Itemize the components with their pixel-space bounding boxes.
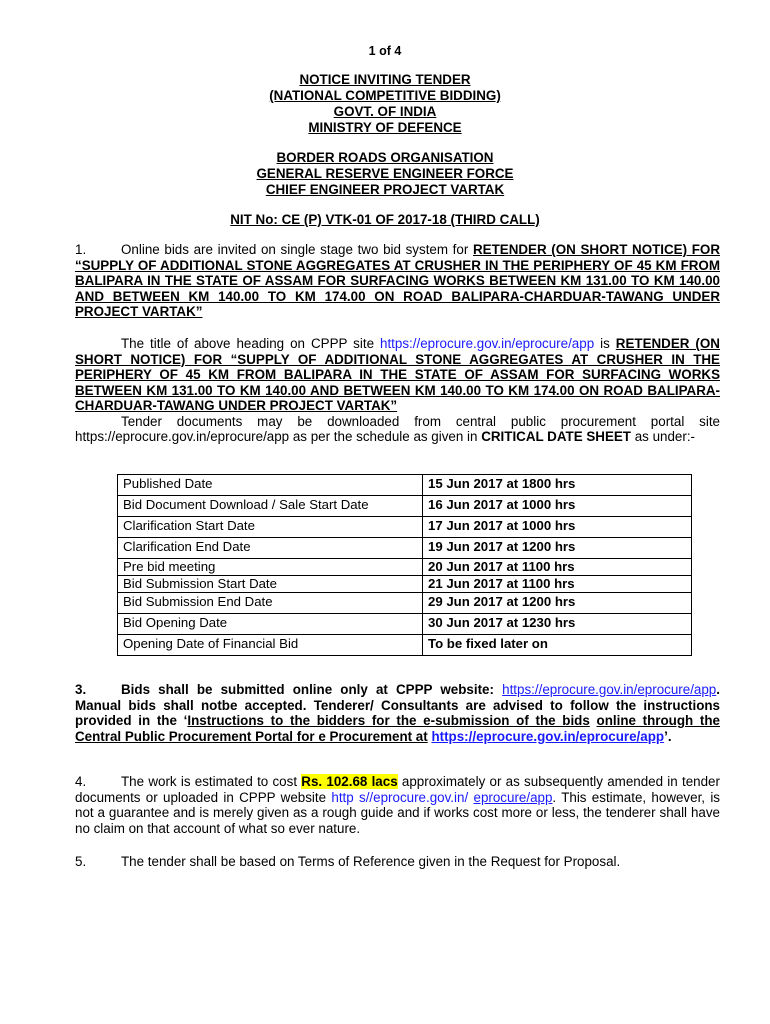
date-label: Bid Document Download / Sale Start Date [118,496,423,517]
date-value: 17 Jun 2017 at 1000 hrs [423,517,692,538]
table-row [118,614,692,635]
procurement-link[interactable]: https://eprocure.gov.in/eprocure/app [431,728,665,744]
cppp-link[interactable]: https://eprocure.gov.in/eprocure/app [380,336,595,351]
header-line-3: GOVT. OF INDIA [333,104,437,119]
para-1-intro: Online bids are invited on single stage two bid system for [121,242,469,257]
para-4-text-1: The work is estimated to cost [121,774,298,789]
critical-date-table [117,474,692,656]
date-value: 19 Jun 2017 at 1200 hrs [423,538,692,559]
para-2-intro: The title of above heading on CPPP site [121,336,375,351]
paragraph-3 [75,682,720,744]
para-2-tail: as under:- [634,429,696,444]
table-row [118,576,692,593]
date-label: Clarification End Date [118,538,423,559]
header-line-4: MINISTRY OF DEFENCE [308,120,462,135]
date-value: 29 Jun 2017 at 1200 hrs [423,593,692,614]
para-4-text-3: . This estimate, however, is not a guarantee and is merely given as a rough guide and if works cost more or less, the tenderer shall have no claim on that account of what so ever nature. [75,789,720,836]
table-row [118,635,692,656]
date-value: 15 Jun 2017 at 1800 hrs [423,475,692,496]
critical-date-sheet: CRITICAL DATE SHEET [481,429,631,444]
header-line-1: NOTICE INVITING TENDER [299,72,471,87]
date-label: Opening Date of Financial Bid [118,635,423,656]
para-3-text-1: Bids shall be submitted online only at CPPP website: [121,682,494,697]
table-row [118,475,692,496]
organisation-header [0,150,770,198]
website-link-b[interactable]: eprocure/app [473,789,553,805]
date-value: 30 Jun 2017 at 1230 hrs [423,614,692,635]
para-3-number: 3. [75,682,87,697]
org-line-1: BORDER ROADS ORGANISATION [276,150,494,165]
org-line-3: CHIEF ENGINEER PROJECT VARTAK [265,182,505,197]
para-2-download-text: Tender documents may be downloaded from central public procurement portal site https://eprocure.gov.in/eprocure/app as per the schedule as given in [75,413,720,444]
para-2-is: is [600,336,610,351]
date-value: To be fixed later on [423,635,692,656]
date-label: Bid Submission End Date [118,593,423,614]
notice-header [0,72,770,136]
date-label: Published Date [118,475,423,496]
para-3-text-2: . Manual bids shall notbe accepted. Tenderer/ Consultants are advised to follow the instructions provided in the ‘ [75,682,720,728]
paragraph-1 [75,242,720,320]
estimated-cost: Rs. 102.68 lacs [301,774,398,789]
para-4-number: 4. [75,774,87,789]
para-2-title: RETENDER (ON SHORT NOTICE) FOR “SUPPLY OF ADDITIONAL STONE AGGREGATES AT CRUSHER IN THE PERIPHERY OF 45 KM FROM BALIPARA IN THE STATE OF ASSAM FOR SURFACING WORKS BETWEEN KM 131.00 TO KM 140.00 AND BETWEEN KM 140.00 TO KM 174.00 ON ROAD BALIPARA-CHARDUAR-TAWANG UNDER PROJECT VARTAK” [75,336,720,413]
table-row [118,496,692,517]
date-value: 16 Jun 2017 at 1000 hrs [423,496,692,517]
date-label: Clarification Start Date [118,517,423,538]
table-row [118,593,692,614]
para-5-number: 5. [75,854,87,869]
date-value: 20 Jun 2017 at 1100 hrs [423,559,692,576]
para-1-number: 1. [75,242,87,257]
website-link-a[interactable]: http s//eprocure.gov.in/ [331,789,469,805]
para-1-work-title: RETENDER (ON SHORT NOTICE) FOR “SUPPLY OF ADDITIONAL STONE AGGREGATES AT CRUSHER IN THE PERIPHERY OF 45 KM FROM BALIPARA IN THE STATE OF ASSAM FOR SURFACING WORKS BETWEEN KM 131.00 TO KM 140.00 AND BETWEEN KM 140.00 TO KM 174.00 ON ROAD BALIPARA-CHARDUAR-TAWANG UNDER PROJECT VARTAK” [75,242,720,319]
paragraph-5 [75,854,720,870]
table-row [118,559,692,576]
nit-number: NIT No: CE (P) VTK-01 OF 2017-18 (THIRD CALL) [230,212,540,227]
instructions-title: Instructions to the bidders for the e-submission of the bids [187,713,590,728]
para-3-text-3: online through the Central Public Procurement Portal for e Procurement at [75,713,720,744]
website-link[interactable]: https://eprocure.gov.in/eprocure/app [502,682,717,697]
date-value: 21 Jun 2017 at 1100 hrs [423,576,692,593]
header-line-2: (NATIONAL COMPETITIVE BIDDING) [269,88,501,103]
org-line-2: GENERAL RESERVE ENGINEER FORCE [256,166,514,181]
para-4-text-2: approximately or as subsequently amended in tender documents or uploaded in CPPP website [75,774,720,805]
date-label: Bid Opening Date [118,614,423,635]
table-row [118,517,692,538]
paragraph-4 [75,774,720,836]
paragraph-2 [75,336,720,445]
para-5-text: The tender shall be based on Terms of Reference given in the Request for Proposal. [121,854,621,869]
page-number: 1 of 4 [368,44,402,58]
date-label: Bid Submission Start Date [118,576,423,593]
para-3-end: ’. [664,728,672,744]
table-row [118,538,692,559]
date-label: Pre bid meeting [118,559,423,576]
